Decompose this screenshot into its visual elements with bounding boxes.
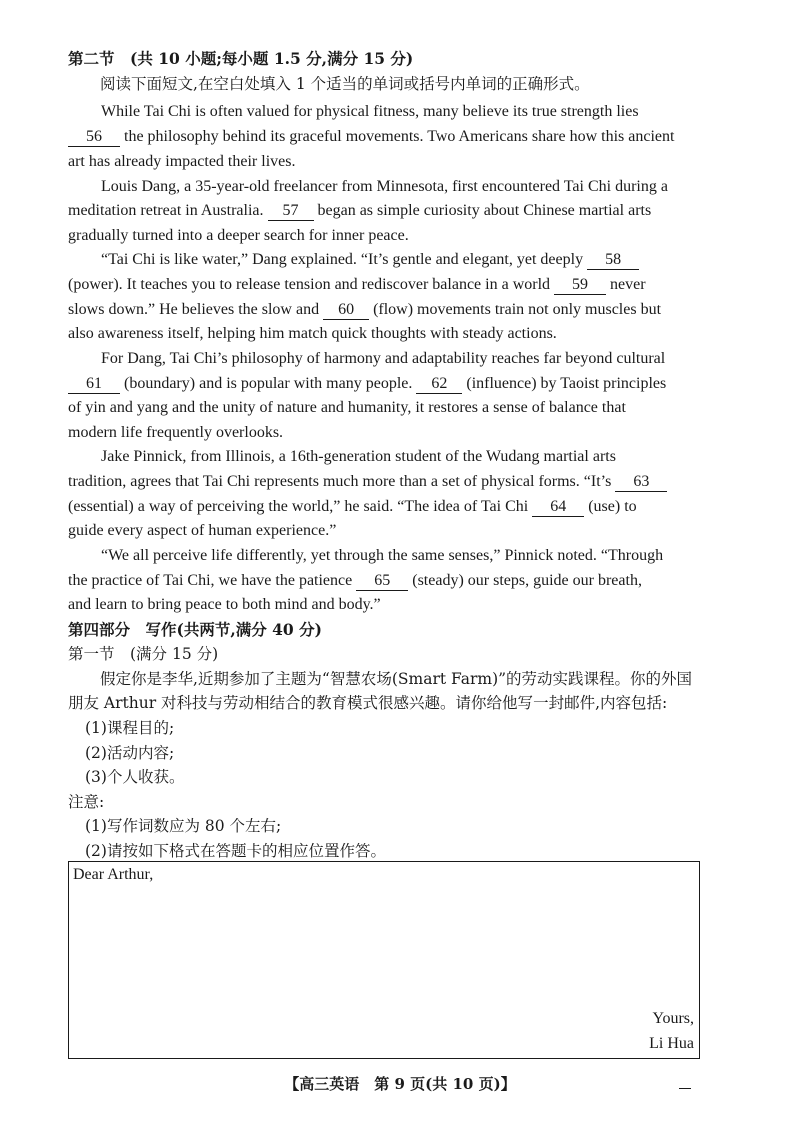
blank-56[interactable]: 56 <box>68 128 120 147</box>
blank-62[interactable]: 62 <box>416 375 462 394</box>
passage-text: (power). It teaches you to release tension and rediscover balance in a world <box>68 276 555 293</box>
passage-line <box>68 126 674 148</box>
passage-text: (steady) our steps, guide our breath, <box>408 572 642 589</box>
passage-line: also awareness itself, helping him match quick thoughts with steady actions. <box>68 325 557 342</box>
note-label: 注意: <box>68 793 105 811</box>
passage-line: Louis Dang, a 35-year-old freelancer from Minnesota, first encountered Tai Chi during a <box>101 178 668 195</box>
footer-dash <box>679 1088 691 1089</box>
answer-box[interactable] <box>68 861 700 1059</box>
passage-line: While Tai Chi is often valued for physical fitness, many believe its true strength lies <box>101 103 639 120</box>
passage-line <box>68 373 666 395</box>
blank-63[interactable]: 63 <box>615 473 667 492</box>
passage-line <box>68 496 637 518</box>
note-item: (2)请按如下格式在答题卡的相应位置作答。 <box>85 842 386 860</box>
passage-text: (essential) a way of perceiving the world,” he said. “The idea of Tai Chi <box>68 498 533 515</box>
section-heading: 第二节 (共 10 小题;每小题 1.5 分,满分 15 分) <box>68 49 414 68</box>
letter-signature: Li Hua <box>649 1035 694 1052</box>
passage-text: (boundary) and is popular with many people. <box>120 375 417 392</box>
part-heading: 第四部分 写作(共两节,满分 40 分) <box>68 620 322 639</box>
letter-closing: Yours, <box>652 1010 694 1027</box>
section-instruction: 阅读下面短文,在空白处填入 1 个适当的单词或括号内单词的正确形式。 <box>100 75 590 93</box>
passage-text: (influence) by Taoist principles <box>462 375 667 392</box>
blank-59[interactable]: 59 <box>554 276 606 295</box>
passage-text: slows down.” He believes the slow and <box>68 301 324 318</box>
passage-line: and learn to bring peace to both mind and body.” <box>68 596 381 613</box>
passage-line <box>68 274 646 296</box>
section-heading: 第一节 (满分 15 分) <box>68 645 219 663</box>
passage-line <box>68 471 667 493</box>
passage-text: meditation retreat in Australia. <box>68 202 268 219</box>
passage-line <box>68 570 642 592</box>
passage-line <box>101 249 639 271</box>
passage-text: “Tai Chi is like water,” Dang explained. “It’s gentle and elegant, yet deeply <box>101 251 588 268</box>
blank-57[interactable]: 57 <box>268 202 314 221</box>
passage-text: (use) to <box>584 498 637 515</box>
prompt-item: (2)活动内容; <box>85 744 175 762</box>
blank-65[interactable]: 65 <box>356 572 408 591</box>
passage-text: the practice of Tai Chi, we have the patience <box>68 572 357 589</box>
passage-line: For Dang, Tai Chi’s philosophy of harmony and adaptability reaches far beyond cultural <box>101 350 666 367</box>
passage-line: guide every aspect of human experience.” <box>68 522 337 539</box>
blank-64[interactable]: 64 <box>532 498 584 517</box>
prompt-line: 朋友 Arthur 对科技与劳动相结合的教育模式很感兴趣。请你给他写一封邮件,内容包括: <box>68 694 668 712</box>
prompt-item: (3)个人收获。 <box>85 768 185 786</box>
prompt-item: (1)课程目的; <box>85 719 175 737</box>
passage-text: (flow) movements train not only muscles but <box>369 301 662 318</box>
letter-greeting: Dear Arthur, <box>73 866 154 883</box>
prompt-line: 假定你是李华,近期参加了主题为“智慧农场(Smart Farm)”的劳动实践课程。你的外国 <box>100 670 693 688</box>
blank-60[interactable]: 60 <box>323 301 369 320</box>
page-footer: 【高三英语 第 9 页(共 10 页)】 <box>284 1075 516 1093</box>
passage-line: art has already impacted their lives. <box>68 153 296 170</box>
passage-text: the philosophy behind its graceful movements. Two Americans share how this ancient <box>120 128 675 145</box>
passage-line <box>68 299 661 321</box>
passage-line: of yin and yang and the unity of nature and humanity, it restores a sense of balance that <box>68 399 626 416</box>
passage-text: never <box>606 276 646 293</box>
blank-61[interactable]: 61 <box>68 375 120 394</box>
blank-58[interactable]: 58 <box>587 251 639 270</box>
passage-text: tradition, agrees that Tai Chi represents much more than a set of physical forms. “It’s <box>68 473 616 490</box>
note-item: (1)写作词数应为 80 个左右; <box>85 817 282 835</box>
passage-line: gradually turned into a deeper search for inner peace. <box>68 227 409 244</box>
passage-line: “We all perceive life differently, yet through the same senses,” Pinnick noted. “Through <box>101 547 664 564</box>
passage-line: Jake Pinnick, from Illinois, a 16th-generation student of the Wudang martial arts <box>101 448 616 465</box>
passage-line <box>68 200 651 222</box>
passage-text: began as simple curiosity about Chinese martial arts <box>313 202 652 219</box>
passage-line: modern life frequently overlooks. <box>68 424 284 441</box>
